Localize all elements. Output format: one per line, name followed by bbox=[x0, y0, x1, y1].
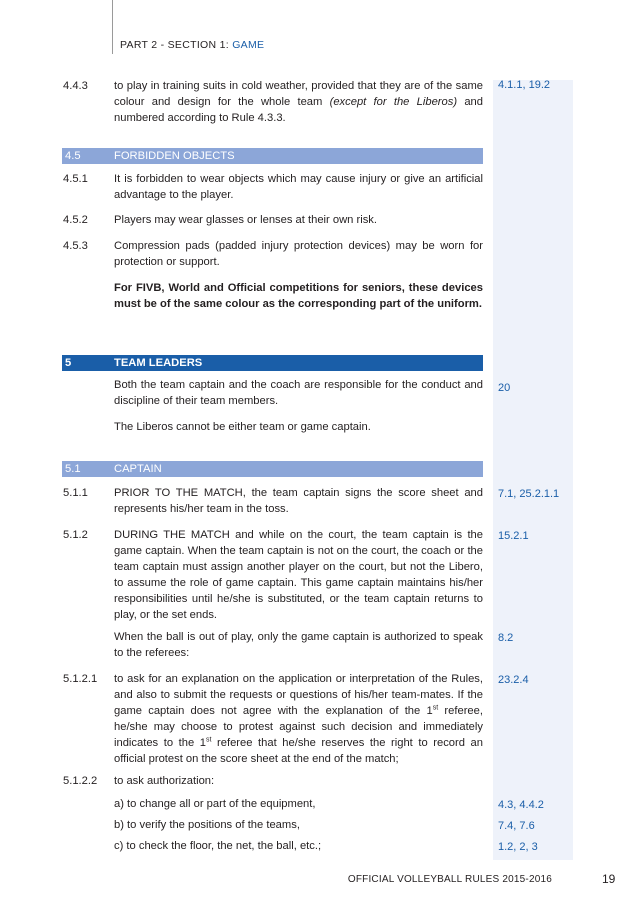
item-number: 4.5.3 bbox=[63, 240, 88, 252]
cross-reference: 1.2, 2, 3 bbox=[498, 841, 538, 853]
item-number: 4.5.2 bbox=[63, 214, 88, 226]
rule-text: Players may wear glasses or lenses at their own risk. bbox=[114, 214, 378, 226]
rule-text: Compression pads (padded injury protection devices) may be worn for protection or support. bbox=[114, 240, 483, 268]
section-heading-bar bbox=[62, 461, 483, 477]
rule-text: When the ball is out of play, only the game captain is authorized to speak to the referees: bbox=[114, 631, 483, 659]
section-title: FORBIDDEN OBJECTS bbox=[114, 150, 235, 162]
chapter-heading-bar bbox=[62, 355, 483, 371]
bold-note: For FIVB, World and Official competitions for seniors, these devices must be of the same colour as the corresponding part of the uniform. bbox=[114, 282, 483, 310]
rule-text: DURING THE MATCH and while on the court, the team captain is the game captain. When the team captain is not on the court, the coach or the team captain must assign another player on the court, but not the Libero, to assume the role of game captain. This game captain maintains his/her responsibilities until he/she is substituted, or the team captain returns to play, or the set ends. bbox=[114, 529, 483, 621]
cross-reference: 4.3, 4.4.2 bbox=[498, 799, 544, 811]
header-divider bbox=[112, 0, 113, 54]
list-item: a) to change all or part of the equipment, bbox=[114, 798, 316, 810]
rule-text: to play in training suits in cold weather, provided that they are of the same colour and design for the whole team (except for the Liberos) and numbered according to Rule 4.3.3. bbox=[114, 80, 483, 124]
list-item: b) to verify the positions of the teams, bbox=[114, 819, 300, 831]
section-number: 5.1 bbox=[65, 463, 81, 475]
rule-text: to ask for an explanation on the application or interpretation of the Rules, and also to submit the requests or questions of his/her team-mates. If the game captain does not agree with the explanation of the 1st referee, he/she may choose to protest against such decision and immediately indicates to the 1st referee that he/she reserves the right to record an official protest on the score sheet at the end of the match; bbox=[114, 673, 483, 765]
rule-text: It is forbidden to wear objects which may cause injury or give an artificial advantage to the player. bbox=[114, 173, 483, 201]
rule-text: The Liberos cannot be either team or game captain. bbox=[114, 421, 371, 433]
item-number: 4.5.1 bbox=[63, 173, 88, 185]
cross-reference: 7.4, 7.6 bbox=[498, 820, 535, 832]
rule-text: Both the team captain and the coach are responsible for the conduct and discipline of their team members. bbox=[114, 379, 483, 407]
cross-reference: 15.2.1 bbox=[498, 530, 529, 542]
page-number: 19 bbox=[602, 872, 616, 886]
header-prefix: PART 2 - SECTION 1: bbox=[120, 39, 233, 51]
footer-title: OFFICIAL VOLLEYBALL RULES 2015-2016 bbox=[347, 874, 552, 885]
item-number: 4.4.3 bbox=[63, 80, 88, 92]
running-header bbox=[120, 39, 264, 51]
section-number: 4.5 bbox=[65, 150, 81, 162]
cross-reference: 23.2.4 bbox=[498, 674, 529, 686]
chapter-number: 5 bbox=[65, 357, 72, 369]
cross-reference: 7.1, 25.2.1.1 bbox=[498, 488, 560, 500]
section-heading-bar bbox=[62, 148, 483, 164]
header-section: GAME bbox=[232, 39, 265, 51]
cross-reference: 20 bbox=[498, 382, 511, 394]
rule-text: to ask authorization: bbox=[114, 775, 215, 787]
rule-text: PRIOR TO THE MATCH, the team captain signs the score sheet and represents his/her team in the toss. bbox=[114, 487, 483, 515]
item-number: 5.1.2.2 bbox=[63, 775, 98, 787]
section-title: CAPTAIN bbox=[114, 463, 162, 475]
reference-column bbox=[493, 80, 573, 860]
item-number: 5.1.1 bbox=[63, 487, 88, 499]
cross-reference: 4.1.1, 19.2 bbox=[498, 79, 550, 91]
item-number: 5.1.2 bbox=[63, 529, 88, 541]
chapter-title: TEAM LEADERS bbox=[114, 357, 203, 369]
item-number: 5.1.2.1 bbox=[63, 673, 98, 685]
list-item: c) to check the floor, the net, the ball, etc.; bbox=[114, 840, 322, 852]
cross-reference: 8.2 bbox=[498, 632, 514, 644]
